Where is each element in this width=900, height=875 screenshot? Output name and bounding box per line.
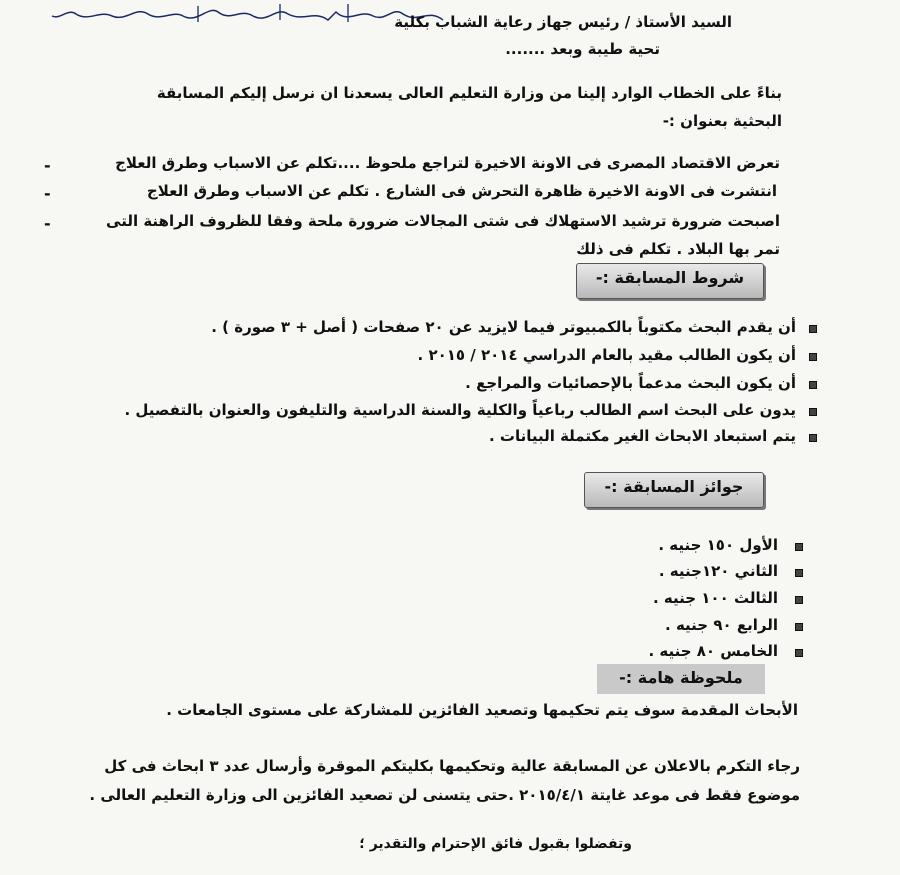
- condition-item-5: يتم استبعاد الابحاث الغير مكتملة البيانات .: [488, 427, 796, 445]
- note-heading: ملحوظة هامة :-: [597, 664, 765, 694]
- prize-item-3: الثالث ١٠٠ جنيه .: [652, 589, 778, 607]
- condition-item-4: يدون على البحث اسم الطالب رباعياً والكلية والسنة الدراسية والتليفون والعنوان بالتفصيل .: [124, 401, 796, 419]
- handwritten-note: [48, 0, 448, 30]
- request-line-1: رجاء التكرم بالاعلان عن المسابقة عالية وتحكيمها بكليتكم الموقرة وأرسال عدد ٣ ابحاث فى كل: [104, 757, 800, 775]
- prize-item-1: الأول ١٥٠ جنيه .: [658, 536, 778, 554]
- intro-line-2: البحثية بعنوان :-: [662, 112, 782, 130]
- topic-item-1: تعرض الاقتصاد المصرى فى الاونة الاخيرة لتراجع ملحوظ ....تكلم عن الاسباب وطرق العلاج: [115, 154, 780, 172]
- condition-bullet-4: [809, 408, 817, 416]
- topic-dash-1: -: [44, 156, 51, 175]
- prize-bullet-5: [795, 649, 803, 657]
- prizes-heading: جوائز المسابقة :-: [584, 472, 764, 508]
- note-text: الأبحاث المقدمة سوف يتم تحكيمها وتصعيد الفائزين للمشاركة على مستوى الجامعات .: [166, 701, 798, 719]
- condition-item-2: أن يكون الطالب مقيد بالعام الدراسي ٢٠١٤ / ٢٠١٥ .: [417, 346, 796, 364]
- condition-bullet-1: [809, 325, 817, 333]
- condition-bullet-2: [809, 353, 817, 361]
- topic-dash-3: -: [44, 214, 51, 233]
- closing-line: وتفضلوا بقبول فائق الإحترام والتقدير ؛: [359, 836, 632, 852]
- topic-item-2: انتشرت فى الاونة الاخيرة ظاهرة التحرش فى الشارع . تكلم عن الاسباب وطرق العلاج: [146, 182, 777, 200]
- recipient-line: السيد الأستاذ / رئيس جهاز رعاية الشباب بكلية: [394, 13, 732, 31]
- topic-dash-2: -: [44, 184, 51, 203]
- topic-item-3: اصبحت ضرورة ترشيد الاستهلاك فى شتى المجالات ضرورة ملحة وفقا للظروف الراهنة التى: [106, 212, 780, 230]
- condition-bullet-5: [809, 434, 817, 442]
- prize-item-2: الثاني ١٢٠جنيه .: [658, 562, 778, 580]
- greeting-line: تحية طيبة وبعد .......: [505, 40, 660, 58]
- handwriting-scribble: [48, 0, 448, 30]
- condition-bullet-3: [809, 381, 817, 389]
- prize-bullet-4: [795, 623, 803, 631]
- prize-bullet-1: [795, 543, 803, 551]
- prize-bullet-3: [795, 596, 803, 604]
- condition-item-1: أن يقدم البحث مكتوباً بالكمبيوتر فيما لايزيد عن ٢٠ صفحات ( أصل + ٣ صورة ) .: [211, 318, 796, 336]
- conditions-heading: شروط المسابقة :-: [576, 263, 764, 299]
- prize-item-5: الخامس ٨٠ جنيه .: [648, 642, 778, 660]
- prize-bullet-2: [795, 569, 803, 577]
- condition-item-3: أن يكون البحث مدعماً بالإحصائيات والمراجع .: [465, 374, 796, 392]
- topic-item-3-continuation: تمر بها البلاد . تكلم فى ذلك: [576, 240, 780, 258]
- request-line-2: موضوع فقط فى موعد غايتة ٢٠١٥/٤/١ .حتى يتسنى لن تصعيد الفائزين الى وزارة التعليم العالى .: [89, 786, 800, 804]
- prize-item-4: الرابع ٩٠ جنيه .: [665, 616, 778, 634]
- intro-line-1: بناءً على الخطاب الوارد إلينا من وزارة التعليم العالى يسعدنا ان نرسل إليكم المسابقة: [156, 84, 782, 102]
